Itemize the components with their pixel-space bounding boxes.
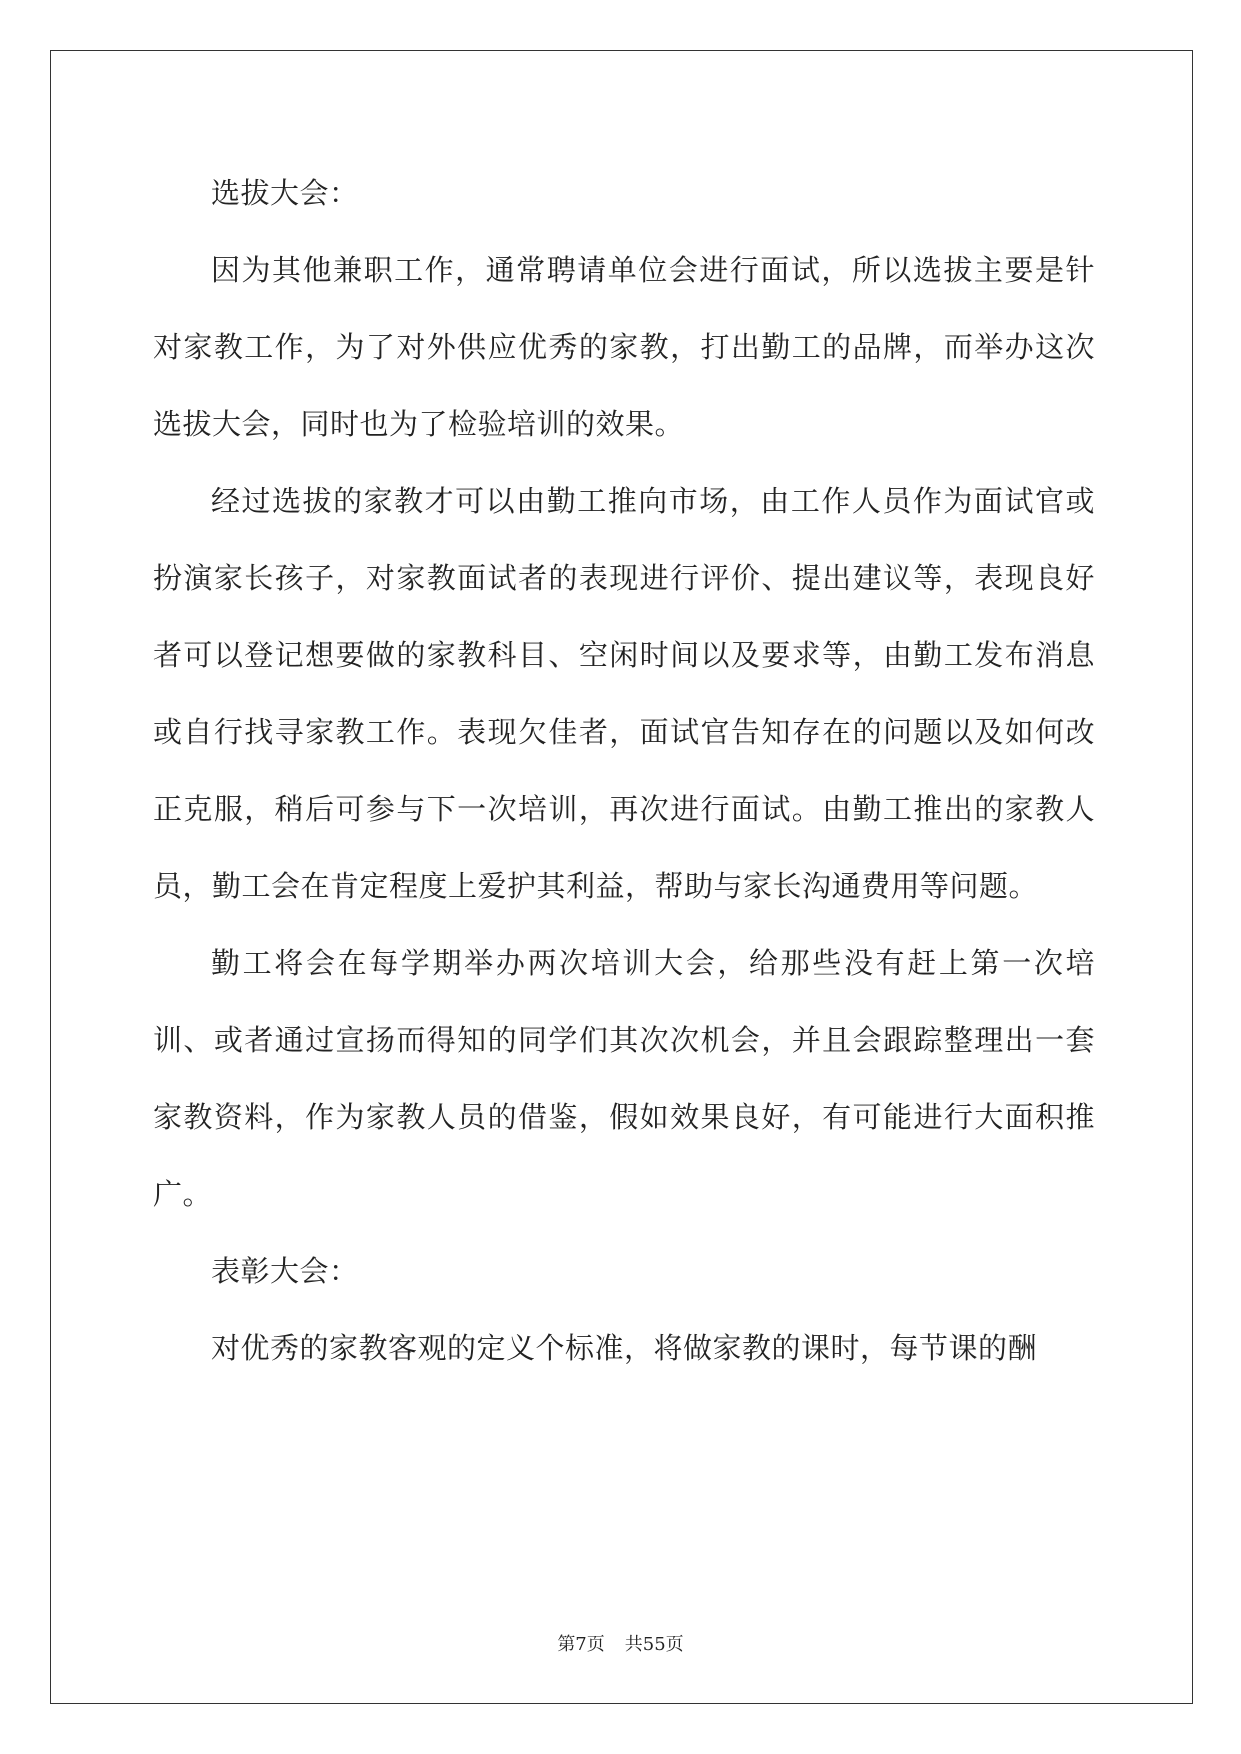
paragraph-selection-purpose: 因为其他兼职工作，通常聘请单位会进行面试，所以选拔主要是针对家教工作，为了对外供应优秀的家教，打出勤工的品牌，而举办这次选拔大会，同时也为了检验培训的效果。 <box>153 253 1095 441</box>
paragraph-selection-process: 经过选拔的家教才可以由勤工推向市场，由工作人员作为面试官或扮演家长孩子，对家教面试者的表现进行评价、提出建议等，表现良好者可以登记想要做的家教科目、空闲时间以及要求等，由勤工发布消息或自行找寻家教工作。表现欠佳者，面试官告知存在的问题以及如何改正克服，稍后可参与下一次培训，再次进行面试。由勤工推出的家教人员，勤工会在肯定程度上爱护其利益，帮助与家长沟通费用等问题。 <box>153 484 1095 903</box>
page-total: 共55页 <box>624 1634 684 1655</box>
page-footer <box>0 1630 1241 1656</box>
paragraph-training-plan: 勤工将会在每学期举办两次培训大会，给那些没有赶上第一次培训、或者通过宣扬而得知的同学们其次次机会，并且会跟踪整理出一套家教资料，作为家教人员的借鉴，假如效果良好，有可能进行大面积推广。 <box>153 946 1095 1211</box>
document-body <box>153 155 1095 1387</box>
paragraph-award-criteria: 对优秀的家教客观的定义个标准，将做家教的课时，每节课的酬 <box>211 1331 1038 1365</box>
heading-award-meeting: 表彰大会： <box>211 1254 359 1288</box>
page-number: 第7页 <box>557 1634 605 1655</box>
heading-selection-meeting: 选拔大会： <box>211 176 359 210</box>
